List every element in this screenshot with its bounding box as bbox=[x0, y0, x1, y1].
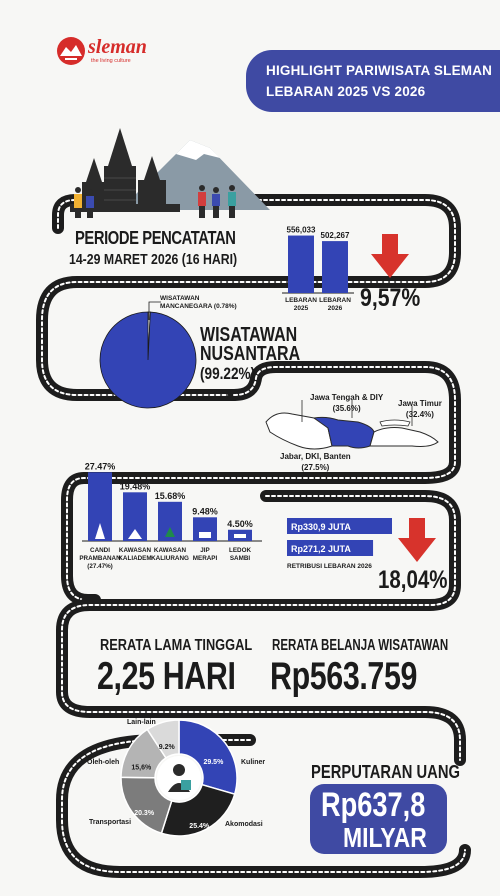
boat-icon bbox=[234, 534, 246, 538]
donut-pct-label: 15,6% bbox=[131, 764, 152, 772]
stay-label: RERATA LAMA TINGGAL bbox=[100, 637, 253, 654]
visitors-category-label: 2025 bbox=[293, 305, 309, 312]
donut-pct-label: 25.4% bbox=[189, 822, 210, 830]
donut-center bbox=[157, 756, 201, 800]
visitors-down-arrow-icon bbox=[371, 234, 409, 278]
destination-name-label: SAMBI bbox=[229, 555, 251, 562]
destination-pct-label: 4.50% bbox=[227, 518, 253, 529]
visitors-bar bbox=[322, 241, 348, 293]
map-label-jateng bbox=[310, 392, 383, 414]
sleman-logo bbox=[55, 36, 155, 80]
visitors-category-label: 2026 bbox=[327, 305, 343, 312]
logo-text: sleman bbox=[88, 36, 147, 58]
sleman-logo-mark bbox=[55, 36, 87, 70]
destination-name-label: JIP bbox=[200, 547, 210, 554]
retribusi-bar-chart bbox=[283, 510, 398, 570]
periode-label: PERIODE PENCATATAN bbox=[75, 228, 236, 248]
map-label-jateng-line-1: Jawa Tengah & DIY bbox=[310, 393, 384, 402]
donut-category-label-oleh: Oleh-oleh bbox=[87, 759, 120, 766]
destination-pct-label: 15.68% bbox=[154, 490, 186, 501]
foreign-label-line-2: MANCANEGARA (0.78%) bbox=[160, 303, 237, 310]
foreign-label bbox=[160, 295, 237, 311]
spending-donut-chart bbox=[75, 712, 275, 842]
donut-pct-label: 20.3% bbox=[134, 810, 155, 818]
destination-pct-label: 27.47% bbox=[84, 461, 116, 472]
map-label-jabar-line-1: Jabar, DKI, Banten bbox=[280, 452, 351, 461]
origin-pie-slice-domestic bbox=[100, 312, 196, 408]
domestic-label-line-1: WISATAWAN bbox=[200, 324, 298, 346]
destination-name-label: (27.47%) bbox=[87, 563, 113, 570]
spending-label: RERATA BELANJA WISATAWAN bbox=[272, 637, 449, 654]
destinations-bar-chart bbox=[78, 455, 268, 585]
domestic-label bbox=[200, 326, 300, 383]
destination-name-label: KAWASAN bbox=[118, 547, 152, 554]
donut-category-label-transport: Transportasi bbox=[89, 819, 132, 826]
perputaran-box bbox=[310, 784, 447, 854]
destination-name-label: LEDOK bbox=[228, 547, 252, 554]
domestic-label-line-3: (99.22%) bbox=[200, 364, 256, 383]
temple-illustration bbox=[60, 118, 270, 220]
map-label-jateng-line-2: (35.6%) bbox=[332, 404, 361, 413]
visitors-value-label: 556,033 bbox=[286, 225, 316, 235]
perputaran-value: Rp637,8 bbox=[321, 786, 426, 824]
map-label-jatim bbox=[398, 398, 442, 420]
retribusi-caption: RETRIBUSI LEBARAN 2026 bbox=[287, 563, 372, 570]
donut-category-label-kuliner: Kuliner bbox=[241, 759, 266, 766]
title-line-2: LEBARAN 2025 VS 2026 bbox=[266, 84, 426, 99]
donut-pct-label: 9.2% bbox=[158, 743, 175, 751]
visitors-category-label: LEBARAN bbox=[319, 297, 351, 304]
visitors-category-label: LEBARAN bbox=[285, 297, 317, 304]
stay-value: 2,25 HARI bbox=[97, 655, 236, 698]
visitors-bar bbox=[288, 236, 314, 293]
donut-pct-label: 29.5% bbox=[203, 759, 224, 767]
retribusi-bar-label: Rp330,9 JUTA bbox=[291, 522, 351, 532]
retribusi-change-pct: 18,04% bbox=[378, 566, 448, 594]
destination-name-label: PRAMBANAN bbox=[79, 555, 121, 562]
destination-name-label: KALIADEM bbox=[118, 555, 152, 562]
destination-pct-label: 19.48% bbox=[119, 481, 151, 492]
periode-block bbox=[69, 228, 274, 268]
retribusi-bar-label: Rp271,2 JUTA bbox=[291, 544, 351, 554]
destination-name-label: KALIURANG bbox=[151, 555, 189, 562]
visitors-bar-chart bbox=[280, 215, 360, 320]
spending-value: Rp563.759 bbox=[270, 655, 418, 698]
perputaran-unit: MILYAR bbox=[343, 822, 427, 853]
foreign-label-line-1: WISATAWAN bbox=[160, 295, 200, 302]
title-banner bbox=[246, 50, 500, 112]
periode-range: 14-29 MARET 2026 (16 HARI) bbox=[69, 251, 238, 268]
origin-pie-chart bbox=[98, 310, 198, 410]
donut-category-label-lain: Lain-lain bbox=[127, 719, 156, 726]
map-label-jabar bbox=[280, 451, 351, 473]
visitors-change-pct: 9,57% bbox=[360, 284, 421, 312]
map-label-jabar-line-2: (27.5%) bbox=[301, 463, 330, 472]
logo-tagline: the living culture bbox=[91, 58, 131, 64]
title-line-1: HIGHLIGHT PARIWISATA SLEMAN bbox=[266, 63, 493, 78]
perputaran-label: PERPUTARAN UANG bbox=[311, 762, 460, 782]
destination-name-label: MERAPI bbox=[192, 555, 218, 562]
map-label-jatim-line-1: Jawa Timur bbox=[398, 399, 442, 408]
destination-name-label: CANDI bbox=[90, 547, 110, 554]
destination-name-label: KAWASAN bbox=[153, 547, 187, 554]
map-label-jatim-line-2: (32.4%) bbox=[405, 410, 434, 419]
donut-category-label-akomodasi: Akomodasi bbox=[225, 821, 263, 828]
domestic-label-line-2: NUSANTARA bbox=[200, 343, 301, 365]
jeep-icon bbox=[199, 532, 211, 538]
foreign-leader-line bbox=[148, 300, 162, 320]
visitors-value-label: 502,267 bbox=[320, 231, 350, 241]
destination-pct-label: 9.48% bbox=[192, 506, 218, 517]
retribusi-down-arrow-icon bbox=[398, 518, 436, 562]
